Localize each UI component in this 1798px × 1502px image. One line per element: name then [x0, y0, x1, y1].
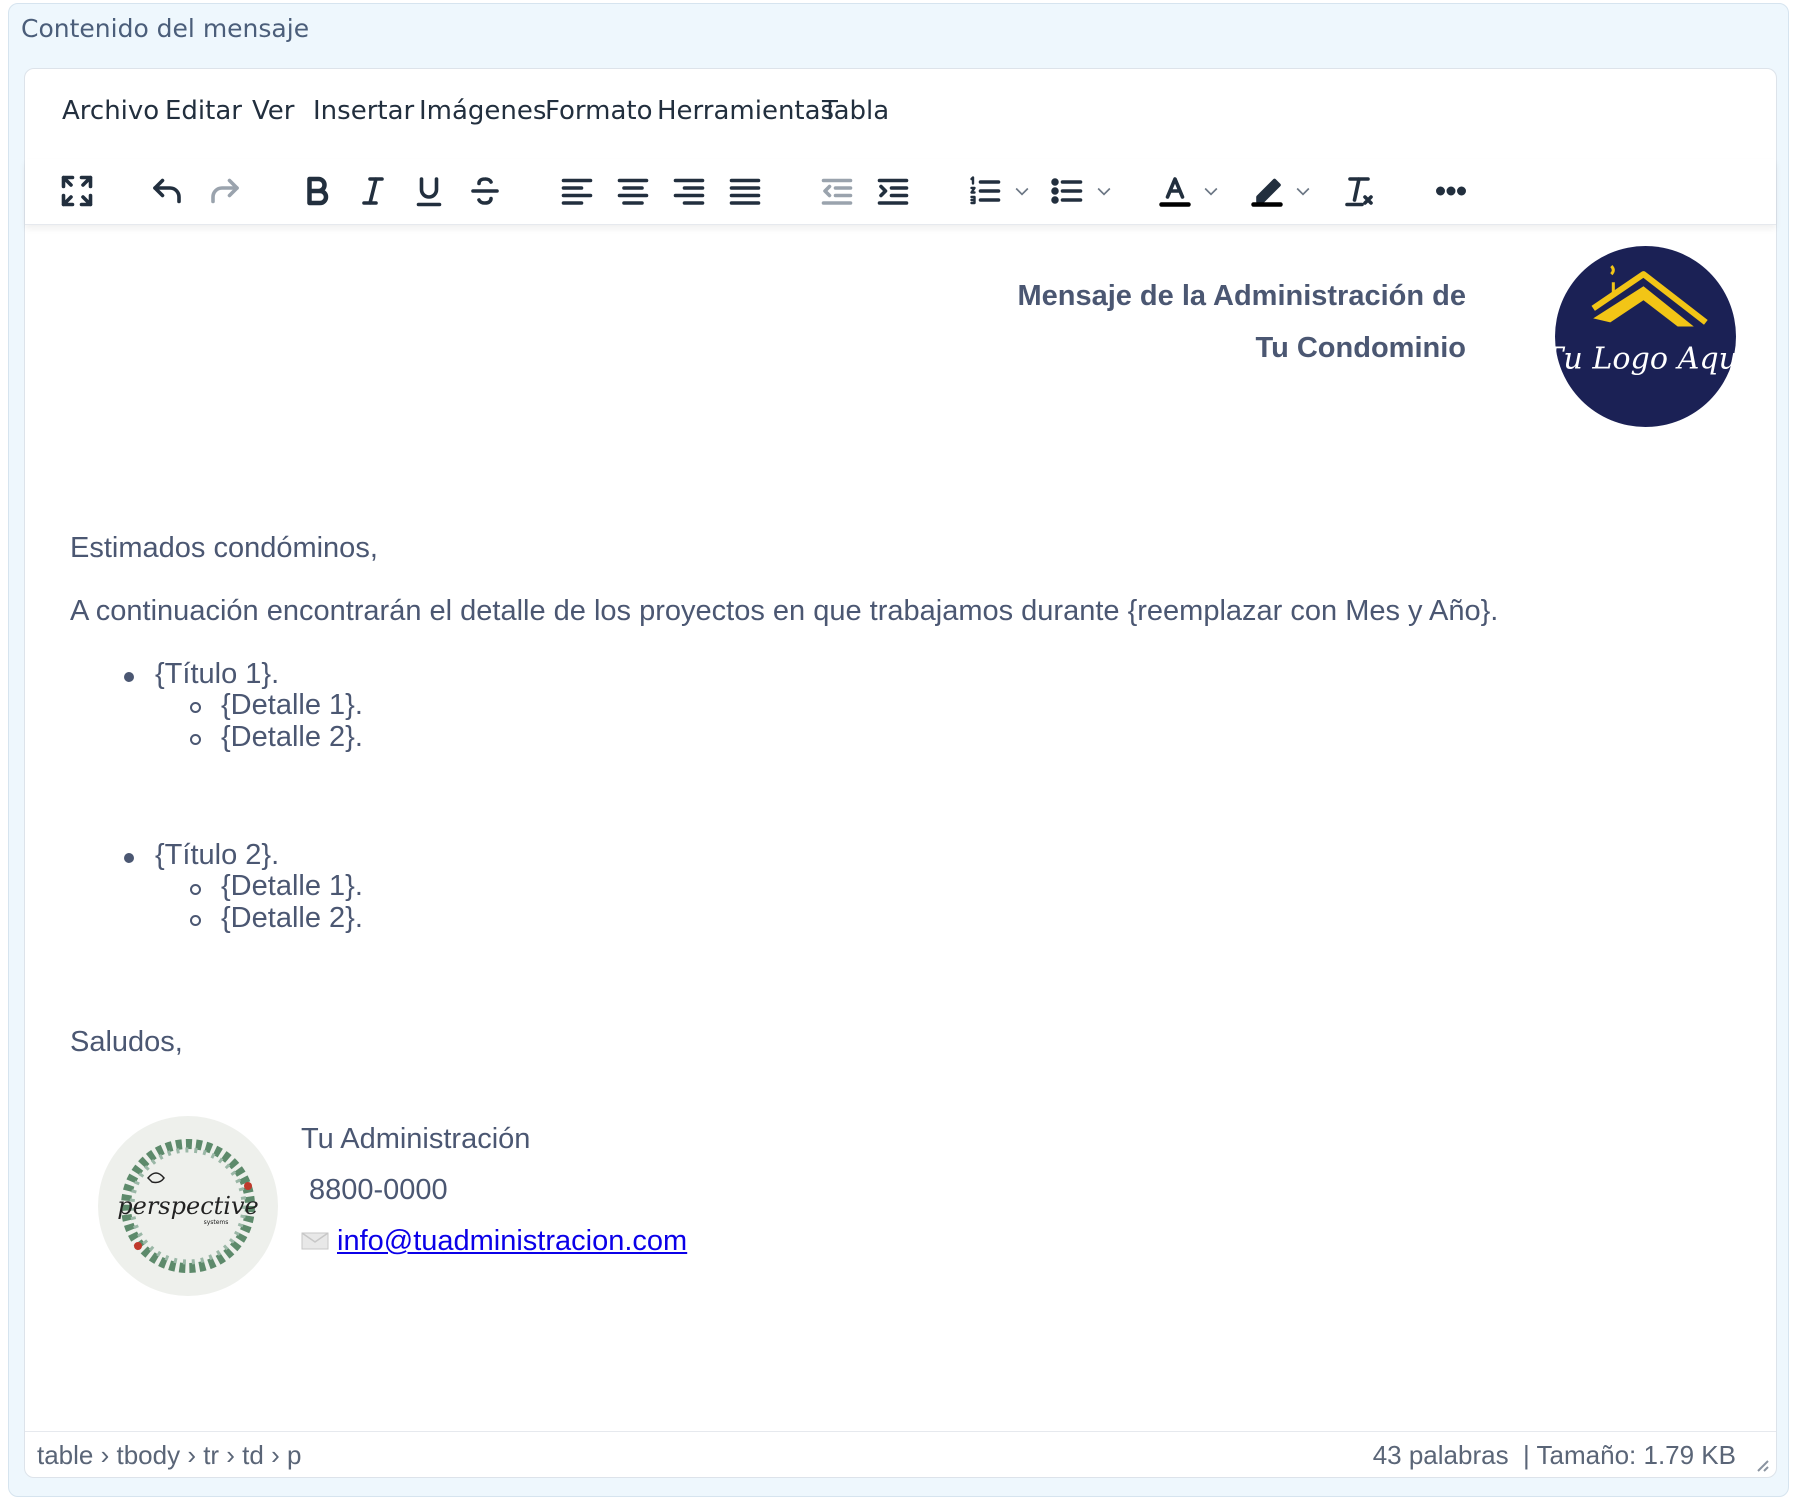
panel-title: Contenido del mensaje [21, 14, 310, 43]
menu-formato[interactable]: Formato [545, 96, 653, 126]
text-color-dropdown-icon[interactable] [1198, 167, 1224, 215]
document-size: | Tamaño: 1.79 KB [1523, 1440, 1736, 1470]
sub-bullet [190, 884, 201, 895]
section-2-detail-2: {Detalle 2}. [221, 902, 363, 934]
menubar [25, 69, 1776, 159]
signature-name: Tu Administración [301, 1123, 531, 1155]
align-right-icon[interactable] [665, 167, 713, 215]
section-title-1: {Título 1}. [155, 658, 280, 690]
redo-icon[interactable] [201, 167, 249, 215]
header-line-2: Tu Condominio [1255, 332, 1466, 364]
indent-icon[interactable] [869, 167, 917, 215]
intro-paragraph: A continuación encontrarán el detalle de los proyectos en que trabajamos durante {reemplazar con Mes y Año}. [70, 595, 1499, 627]
header-line-1: Mensaje de la Administración de [1017, 280, 1466, 312]
align-left-icon[interactable] [553, 167, 601, 215]
strikethrough-icon[interactable] [461, 167, 509, 215]
closing: Saludos, [70, 1026, 183, 1058]
signature-email-row [301, 1225, 687, 1259]
numbered-list-dropdown-icon[interactable] [1009, 167, 1035, 215]
menu-editar[interactable]: Editar [165, 96, 242, 126]
bold-icon[interactable] [293, 167, 341, 215]
bullet [124, 672, 134, 682]
signature-phone: 8800-0000 [309, 1174, 448, 1206]
signature-logo [98, 1116, 278, 1296]
editor-content[interactable] [25, 226, 1776, 1416]
company-logo [1543, 246, 1748, 427]
section-1-detail-1: {Detalle 1}. [221, 689, 363, 721]
section-title-2: {Título 2}. [155, 839, 280, 871]
message-content-panel [8, 3, 1789, 1497]
align-center-icon[interactable] [609, 167, 657, 215]
highlight-dropdown-icon[interactable] [1290, 167, 1316, 215]
fullscreen-icon[interactable] [53, 167, 101, 215]
section-1-detail-2: {Detalle 2}. [221, 721, 363, 753]
status-bar [25, 1431, 1776, 1479]
resize-handle-icon[interactable] [1750, 1453, 1770, 1473]
clear-format-icon[interactable] [1335, 167, 1383, 215]
menu-insertar[interactable]: Insertar [313, 96, 415, 126]
bullet-list-dropdown-icon[interactable] [1091, 167, 1117, 215]
svg-text:perspective: perspective [117, 1192, 259, 1220]
greeting: Estimados condóminos, [70, 532, 378, 564]
undo-icon[interactable] [143, 167, 191, 215]
menu-herramientas[interactable]: Herramientas [657, 96, 835, 126]
italic-icon[interactable] [349, 167, 397, 215]
underline-icon[interactable] [405, 167, 453, 215]
sub-bullet [190, 915, 201, 926]
svg-text:systems: systems [203, 1219, 229, 1226]
align-justify-icon[interactable] [721, 167, 769, 215]
bullet-list-icon[interactable] [1043, 167, 1091, 215]
menu-imagenes[interactable]: Imágenes [419, 96, 547, 126]
svg-text:Tu Logo Aquí: Tu Logo Aquí [1543, 341, 1748, 377]
mail-icon [301, 1226, 329, 1259]
section-2-detail-1: {Detalle 1}. [221, 870, 363, 902]
word-count[interactable]: 43 palabras [1372, 1440, 1509, 1470]
document-stats [1373, 1440, 1736, 1471]
menu-archivo[interactable]: Archivo [62, 96, 160, 126]
bullet [124, 853, 134, 863]
sub-bullet [190, 734, 201, 745]
rich-text-editor [24, 68, 1777, 1478]
sub-bullet [190, 702, 201, 713]
toolbar [25, 159, 1776, 225]
menu-ver[interactable]: Ver [252, 96, 295, 126]
highlight-icon[interactable] [1243, 167, 1291, 215]
outdent-icon[interactable] [813, 167, 861, 215]
menu-tabla[interactable]: Tabla [822, 96, 890, 126]
email-link[interactable]: info@tuadministracion.com [337, 1225, 688, 1257]
numbered-list-icon[interactable] [961, 167, 1009, 215]
more-icon[interactable] [1427, 167, 1475, 215]
element-path[interactable]: table › tbody › tr › td › p [37, 1440, 302, 1470]
text-color-icon[interactable] [1151, 167, 1199, 215]
